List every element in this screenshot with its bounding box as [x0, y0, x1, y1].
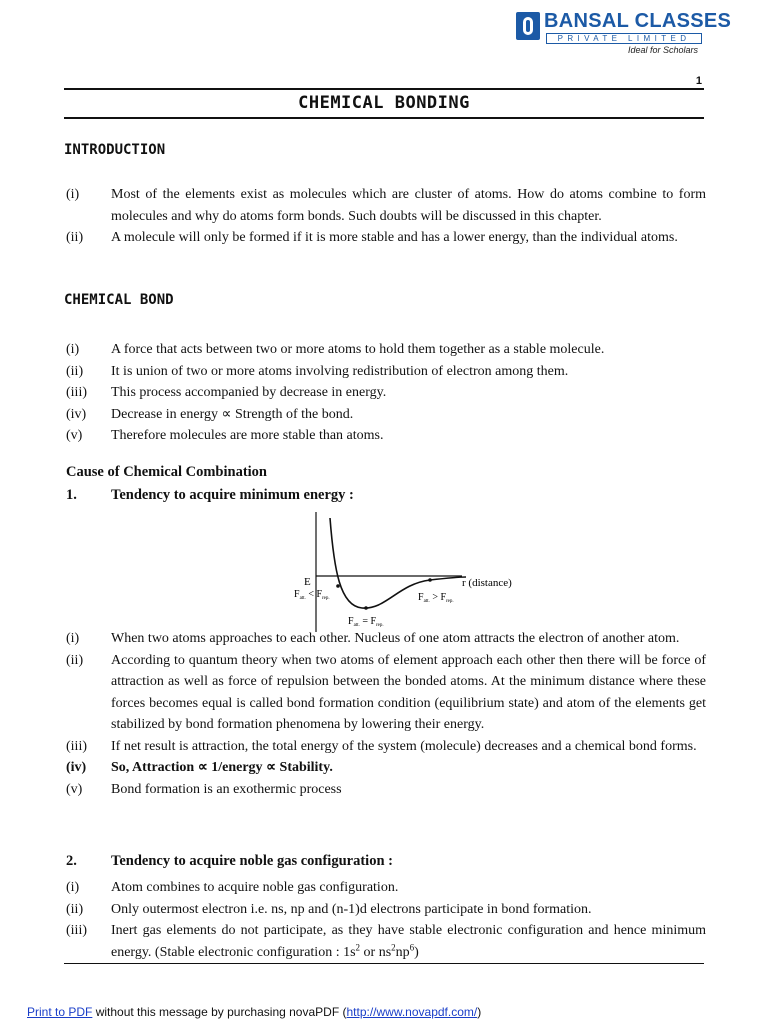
noble-gas-list — [66, 877, 706, 963]
sub-heading-1 — [66, 487, 706, 504]
item-text: Decrease in energy ∝ Strength of the bond. — [111, 406, 354, 422]
item-number: (v) — [66, 428, 83, 443]
footer-end: ) — [477, 1005, 482, 1019]
item-number: (i) — [66, 342, 80, 357]
list-item — [66, 779, 706, 801]
list-item — [66, 339, 706, 361]
item-number: (iii) — [66, 385, 87, 400]
list-item — [66, 650, 706, 736]
energy-axis-label: E — [304, 576, 311, 588]
sub-heading-2 — [66, 853, 706, 870]
item-number: (i) — [66, 631, 80, 646]
list-item — [66, 736, 706, 758]
logo-name: BANSAL CLASSES — [544, 10, 732, 32]
page-number: 1 — [695, 75, 702, 87]
logo-tagline: Ideal for Scholars — [628, 45, 699, 55]
item-number: (v) — [66, 781, 83, 797]
item-text: Atom combines to acquire noble gas configuration. — [111, 880, 399, 895]
curve-point-minimum — [364, 606, 368, 610]
cause-heading: Cause of Chemical Combination — [66, 464, 267, 480]
footer-text: without this message by purchasing novaPDF ( — [92, 1005, 347, 1019]
list-item — [66, 920, 706, 963]
chemical-bond-heading: CHEMICAL BOND — [64, 292, 174, 308]
item-number: (i) — [66, 187, 80, 202]
label-att-equals-rep: $F_{att.} = F_{rep.}$ — [348, 616, 384, 628]
item-number: (ii) — [66, 363, 84, 379]
list-item — [66, 361, 706, 383]
list-item — [66, 184, 706, 227]
item-number: (iii) — [66, 738, 87, 754]
title-rule-bottom — [64, 117, 704, 119]
item-text: According to quantum theory when two atoms of element approach each other then there will be force of attraction as well as force of repulsion between the bonded atoms. At the minimum distance where these forces becomes equal is called bond formation condition (equilibrium state) and atom of the elements get stabilized by bond formation phenomena by lowering their energy. — [111, 652, 706, 732]
item-text: Inert gas elements do not participate, as they have stable electronic configuration and hence minimum energy. (Stable electronic configuration : $1s^2$ or $ns^2np^6$) — [111, 923, 706, 960]
item-number: (ii) — [66, 901, 84, 917]
sub-heading-number: 1. — [66, 487, 77, 503]
bottom-rule — [64, 963, 704, 964]
curve-point-right — [428, 578, 432, 582]
item-text: It is union of two or more atoms involving redistribution of electron among them. — [111, 363, 569, 379]
title-rule-top — [64, 88, 704, 90]
list-item — [66, 899, 706, 921]
list-item — [66, 382, 706, 404]
item-number: (ii) — [66, 652, 84, 668]
potential-energy-diagram — [290, 510, 530, 632]
energy-list — [66, 628, 706, 800]
distance-axis-label: r (distance) — [462, 577, 512, 589]
chemical-bond-list — [66, 339, 706, 447]
footer-notice — [27, 1005, 481, 1019]
label-att-greater-rep: $F_{att.} > F_{rep.}$ — [418, 592, 454, 604]
logo-b-icon — [516, 12, 540, 40]
novapdf-link[interactable]: http://www.novapdf.com/ — [346, 1005, 478, 1019]
introduction-list — [66, 184, 706, 249]
sub-heading-title: Tendency to acquire noble gas configuration : — [111, 853, 393, 869]
item-number: (i) — [66, 880, 80, 895]
list-item — [66, 628, 706, 650]
item-text: Only outermost electron i.e. ns, np and (n-1)d electrons participate in bond formation. — [111, 901, 592, 917]
item-number: (iv) — [66, 406, 87, 422]
list-item — [66, 425, 706, 447]
introduction-heading: INTRODUCTION — [64, 142, 166, 158]
item-number: (iii) — [66, 923, 87, 938]
item-text: Therefore molecules are more stable than atoms. — [111, 428, 384, 443]
item-text: This process accompanied by decrease in energy. — [111, 385, 387, 400]
item-text: A force that acts between two or more atoms to hold them together as a stable molecule. — [111, 342, 605, 357]
item-text: A molecule will only be formed if it is more stable and has a lower energy, than the individual atoms. — [111, 230, 678, 245]
label-att-less-rep: $F_{att.} < F_{rep.}$ — [294, 589, 330, 601]
item-text: Bond formation is an exothermic process — [111, 781, 342, 797]
page-title: CHEMICAL BONDING — [298, 93, 470, 113]
item-text: If net result is attraction, the total energy of the system (molecule) decreases and a chemical bond forms. — [111, 738, 697, 754]
logo-subtitle: PRIVATE LIMITED — [546, 33, 702, 44]
list-item — [66, 227, 706, 249]
curve-point-left — [336, 584, 340, 588]
item-text: So, Attraction ∝ 1/energy ∝ Stability. — [111, 760, 333, 775]
item-text: Most of the elements exist as molecules which are cluster of atoms. How do atoms combine to form molecules and why do atoms form bonds. Such doubts will be discussed in this chapter. — [111, 187, 706, 224]
item-text: When two atoms approaches to each other. Nucleus of one atom attracts the electron of another atom. — [111, 631, 680, 646]
item-number: (iv) — [66, 760, 87, 775]
list-item — [66, 757, 706, 779]
print-to-pdf-link[interactable]: Print to PDF — [27, 1005, 93, 1019]
list-item — [66, 877, 706, 899]
sub-heading-number: 2. — [66, 853, 77, 869]
bansal-classes-logo — [516, 10, 732, 55]
sub-heading-title: Tendency to acquire minimum energy : — [111, 487, 354, 503]
item-number: (ii) — [66, 230, 84, 245]
list-item — [66, 404, 706, 426]
